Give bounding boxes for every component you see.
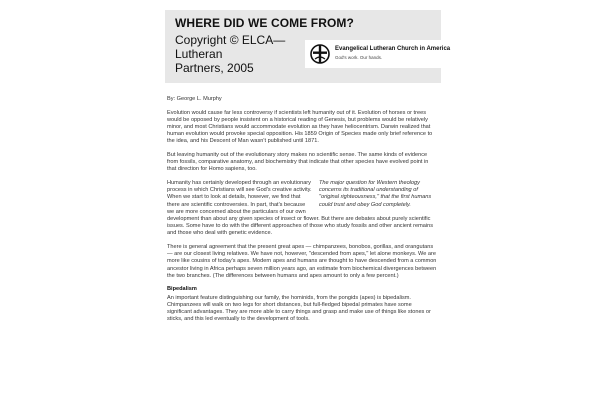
elca-logo [305, 40, 451, 68]
byline: By: George L. Murphy [167, 96, 222, 102]
copyright-notice [175, 33, 325, 75]
elca-cross-icon [309, 43, 331, 65]
pull-quote: The major question for Western theology concerns its traditional understanding of "original righteousness," that the first humans could trust and obey God completely. [319, 180, 432, 208]
article-body [167, 96, 437, 330]
copyright-line-2: Partners, 2005 [175, 61, 254, 75]
paragraph-3: Humanity has certainly developed through an evolutionary process in which Christians will see God's creative activity. When we start to look at details, however, we find that there are scientific controversies. In part, that's because we are more concerned about the particulars of our own development than about any given species of insect or flower. But there are debates about purely scientific issues. Some have to do with the different approaches of those who study fossils and other ancient remains and those who deal with genetic evidence. [167, 180, 434, 237]
page-title: WHERE DID WE COME FROM? [175, 16, 354, 30]
paragraph-4: There is general agreement that the present great apes — chimpanzees, bonobos, gorillas, and orangutans — are our closest living relatives. We have not, however, "descended from apes," let alone monkeys. We are more like cousins of today's apes. Modern apes and humans are thought to have descended from a common ancestor living in Africa perhaps seven million years ago, an estimate from biochemical divergences between the two branches. (The differences between humans and apes amount to only a few percent.) [167, 244, 437, 279]
paragraph-1: Evolution would cause far less controversy if scientists left humanity out of it. Evolution of horses or trees would be opposed by people insistent on a historical reading of Genesis, but problems would be relatively minor, and most Christians would accommodate evolution as they have heliocentrism. Darwin realized that human evolution would provoke special opposition. His 1859 Origin of Species made only brief reference to the idea, and his Descent of Man wasn't published until 1871. [167, 109, 433, 145]
logo-tagline: God's work. Our hands. [335, 55, 383, 60]
document-header [165, 10, 451, 83]
section-heading-bipedalism: Bipedalism [167, 286, 197, 293]
copyright-line-1: Copyright © ELCA—Lutheran [175, 33, 286, 61]
paragraph-5: An important feature distinguishing our family, the hominids, from the pongids (apes) is bipedalism. Chimpanzees will walk on two legs for short distances, but full-fledged bipedal primates have some significant advantages. They are more able to carry things and grasp and make use of things like stones or sticks, and this led eventually to the development of tools. [167, 294, 431, 323]
paragraph-2: But leaving humanity out of the evolutionary story makes no scientific sense. The same kinds of evidence from fossils, comparative anatomy, and biochemistry that indicate that other species have evolved point in that direction for Homo sapiens, too. [167, 152, 429, 173]
logo-name: Evangelical Lutheran Church in America [335, 46, 451, 52]
